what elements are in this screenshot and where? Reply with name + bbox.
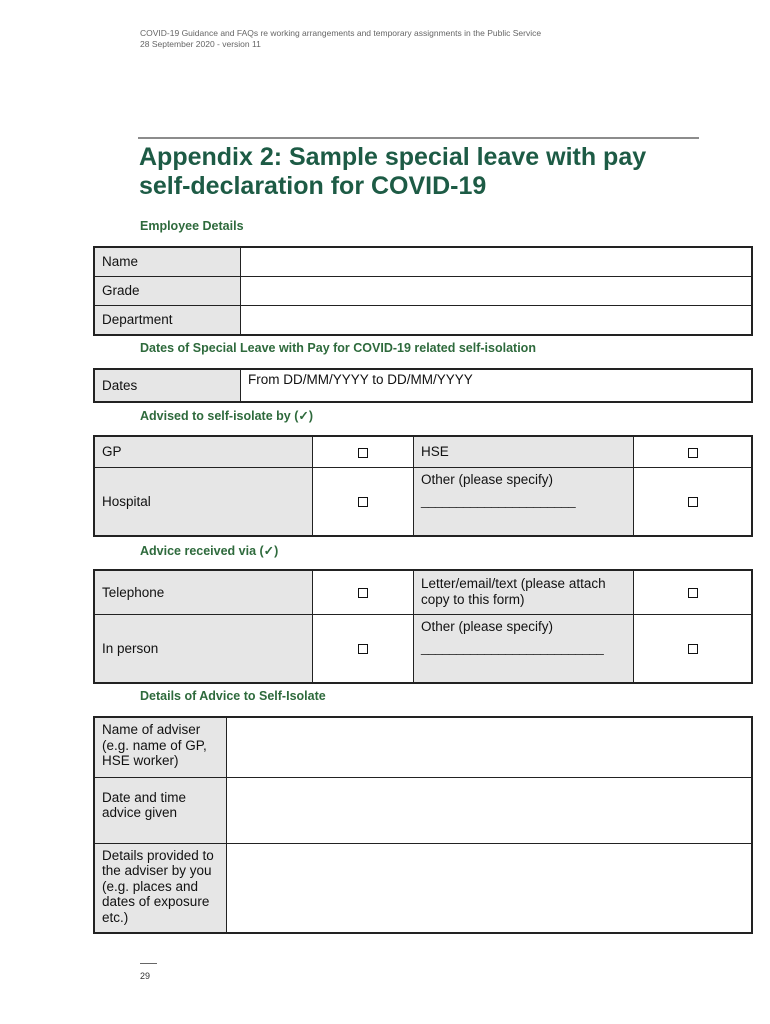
date-time-field[interactable]: [227, 777, 753, 843]
details-provided-label: Details provided to the adviser by you (e.g. places and dates of exposure etc.): [94, 843, 227, 933]
employee-details-table: [93, 246, 753, 336]
advised-other-label: Other (please specify): [421, 471, 554, 487]
advised-other-checkbox[interactable]: [688, 497, 698, 507]
name-label: Name: [94, 247, 241, 276]
advised-by-table: [93, 435, 753, 537]
in-person-checkbox-cell[interactable]: [313, 614, 414, 683]
advised-other-checkbox-cell[interactable]: [634, 467, 753, 536]
advised-by-heading: Advised to self-isolate by (✓): [140, 409, 314, 423]
title-line-1: Appendix 2: Sample special leave with pay: [139, 143, 647, 171]
details-provided-field[interactable]: [227, 843, 753, 933]
hse-checkbox[interactable]: [688, 448, 698, 458]
name-field[interactable]: [241, 247, 753, 276]
received-via-table: [93, 569, 753, 684]
dates-heading: Dates of Special Leave with Pay for COVID-19 related self-isolation: [140, 341, 536, 355]
grade-field[interactable]: [241, 276, 753, 305]
title-rule: [138, 137, 699, 139]
advised-other-cell: [414, 467, 634, 536]
header-line-2: 28 September 2020 - version 11: [140, 38, 261, 49]
department-field[interactable]: [241, 305, 753, 335]
received-other-checkbox-cell[interactable]: [634, 614, 753, 683]
letter-label: Letter/email/text (please attach copy to this form): [414, 570, 634, 614]
advised-other-line[interactable]: ______________________: [421, 492, 576, 508]
received-other-cell: [414, 614, 634, 683]
hospital-checkbox[interactable]: [358, 497, 368, 507]
telephone-checkbox[interactable]: [358, 588, 368, 598]
adviser-name-field[interactable]: [227, 717, 753, 777]
telephone-label: Telephone: [94, 570, 313, 614]
in-person-label: In person: [94, 614, 313, 683]
employee-details-heading: Employee Details: [140, 219, 244, 233]
hospital-checkbox-cell[interactable]: [313, 467, 414, 536]
in-person-checkbox[interactable]: [358, 644, 368, 654]
received-other-label: Other (please specify): [421, 618, 554, 634]
grade-label: Grade: [94, 276, 241, 305]
date-time-label: Date and time advice given: [94, 777, 227, 843]
hse-label: HSE: [414, 436, 634, 467]
dates-table: [93, 368, 753, 403]
telephone-checkbox-cell[interactable]: [313, 570, 414, 614]
received-via-heading: Advice received via (✓): [140, 544, 279, 558]
gp-checkbox[interactable]: [358, 448, 368, 458]
hospital-label: Hospital: [94, 467, 313, 536]
received-other-checkbox[interactable]: [688, 644, 698, 654]
gp-label: GP: [94, 436, 313, 467]
advice-details-heading: Details of Advice to Self-Isolate: [140, 689, 326, 703]
dates-label: Dates: [94, 369, 241, 402]
hse-checkbox-cell[interactable]: [634, 436, 753, 467]
adviser-name-label: Name of adviser (e.g. name of GP, HSE worker): [94, 717, 227, 777]
letter-checkbox[interactable]: [688, 588, 698, 598]
page-header: [140, 28, 541, 49]
letter-checkbox-cell[interactable]: [634, 570, 753, 614]
title-line-2: self-declaration for COVID-19: [139, 172, 487, 200]
page-title: [139, 143, 739, 201]
page-number: 29: [140, 971, 151, 981]
department-label: Department: [94, 305, 241, 335]
gp-checkbox-cell[interactable]: [313, 436, 414, 467]
dates-field[interactable]: From DD/MM/YYYY to DD/MM/YYYY: [241, 369, 753, 402]
received-other-line[interactable]: __________________________: [421, 639, 604, 655]
header-line-1: COVID-19 Guidance and FAQs re working arrangements and temporary assignments in the Public Service: [140, 28, 542, 38]
footer-rule: [140, 963, 157, 964]
advice-details-table: [93, 716, 753, 934]
